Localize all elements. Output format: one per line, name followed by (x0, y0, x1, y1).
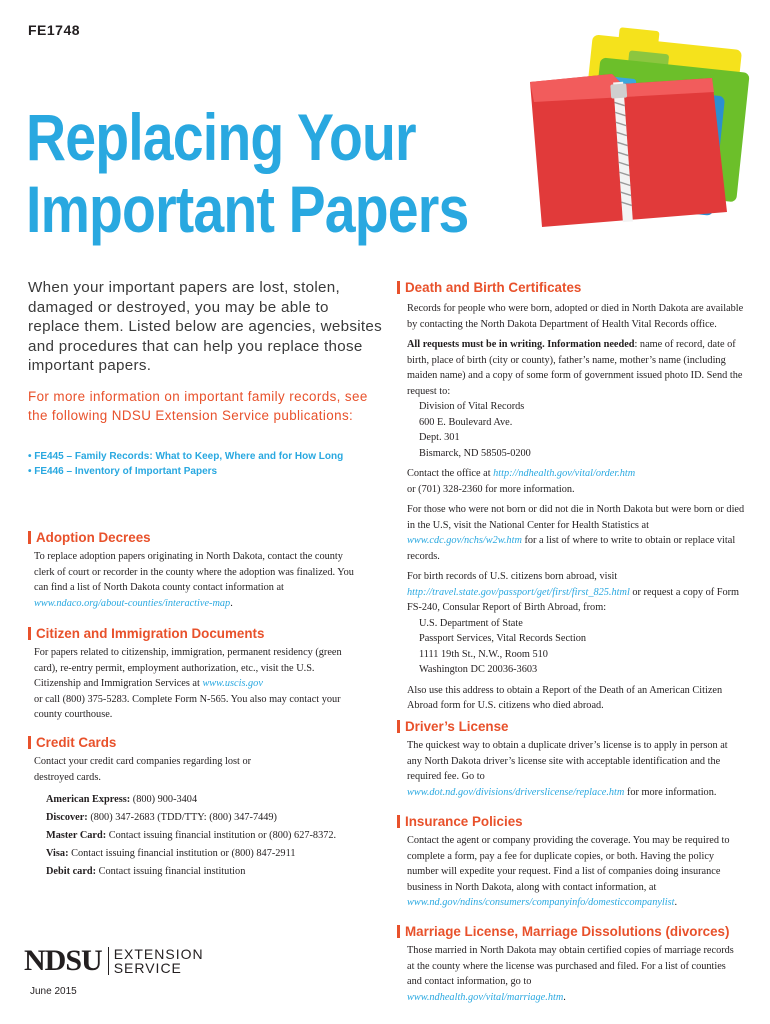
adoption-link[interactable]: www.ndaco.org/about-counties/interactive-map (34, 597, 231, 609)
section-heading: Credit Cards (28, 735, 368, 750)
section-heading: Citizen and Immigration Documents (28, 626, 358, 641)
section-body: Contact your credit card companies regarding lost or destroyed cards. (34, 756, 252, 783)
section-bar (28, 627, 31, 640)
section-bar (397, 720, 400, 733)
page-title-line1: Replacing Your (26, 100, 416, 174)
section-drivers-license (397, 719, 745, 800)
publication-item[interactable]: • FE445 – Family Records: What to Keep, Where and for How Long (28, 451, 344, 462)
logo-ndsu: NDSU (24, 944, 102, 977)
section-bar (28, 736, 31, 749)
list-item: Discover: (800) 347-2683 (TDD/TTY: (800) 347-7449) (46, 812, 277, 823)
document-code: FE1748 (28, 22, 81, 38)
vital-records-address: Division of Vital Records 600 E. Boulevard Ave. Dept. 301 Bismarck, ND 58505-0200 (419, 401, 531, 459)
section-heading: Adoption Decrees (28, 530, 358, 545)
section-bar (397, 815, 400, 828)
section-heading: Death and Birth Certificates (397, 280, 745, 295)
travel-state-link[interactable]: http://travel.state.gov/passport/get/first/first_825.html (407, 586, 630, 598)
section-bar (397, 925, 400, 938)
section-heading: Insurance Policies (397, 814, 747, 829)
uscis-link[interactable]: www.uscis.gov (202, 678, 263, 689)
section-body: The quickest way to obtain a duplicate driver’s license is to apply in person at any North Dakota driver’s license site with acceptable identification and the required fee. Go to www.dot.nd.gov/divisions/driverslicense/replace.htm for more information. (407, 740, 728, 798)
insurance-link[interactable]: www.nd.gov/ndins/consumers/companyinfo/domesticcompanylist (407, 897, 675, 908)
cdc-link[interactable]: www.cdc.gov/nchs/w2w.htm (407, 535, 522, 546)
section-heading: Driver’s License (397, 719, 745, 734)
section-death-birth (397, 280, 745, 714)
list-item: Debit card: Contact issuing financial institution (46, 866, 246, 877)
section-bar (28, 531, 31, 544)
section-marriage (397, 924, 757, 1005)
page-title-line2: Important Papers (26, 172, 469, 246)
publication-item[interactable]: • FE446 – Inventory of Important Papers (28, 465, 218, 477)
section-body: To replace adoption papers originating in North Dakota, contact the county clerk of court or recorder in the county where the adoption was finalized. You can find a list of North Dakota county contact information at www.ndaco.org/about-counties/interactive-map. (34, 551, 354, 609)
folders-illustration (522, 22, 762, 237)
publication-date: June 2015 (30, 986, 77, 997)
marriage-link[interactable]: www.ndhealth.gov/vital/marriage.htm (407, 991, 564, 1003)
section-body: Records for people who were born, adopted or died in North Dakota are available by contacting the North Dakota Department of Health Vital Records office. All requests must be in writing. Information needed: name of record, date of birth, place of birth (city or county), father’s name, mother’s name (including maiden name) and a copy of some form of government issued photo ID. Send the request to: Division of Vital Records 600 E. Boulevard Ave. Dept. 301 Bismarck, ND 58505-0200 Contact the office at http://ndhealth.gov/vital/order.htm or (701) 328-2360 for more information. For those who were not born or did not die in North Dakota but were born or died in the U.S, visit the National Center for Health Statistics at www.cdc.gov/nchs/w2w.htm for a list of where to write to obtain or replace vital records. For birth records of U.S. citizens born abroad, visit http://travel.state.gov/passport/get/first/first_825.html or request a copy of Form FS-240, Consular Report of Birth Abroad, from: U.S. Department of State Passport Services, Vital Records Section 1111 19th St., N.W., Room 510 Washington DC 20036-3603 Also use this address to obtain a Report of the Death of an American Citizen Abroad form for U.S. citizens who died abroad. (407, 303, 745, 711)
list-item: Master Card: Contact issuing financial institution or (800) 627-8372. (46, 830, 337, 841)
publication-list (28, 450, 343, 479)
vital-order-link[interactable]: http://ndhealth.gov/vital/order.htm (493, 468, 636, 479)
list-item: American Express: (800) 900-3404 (46, 794, 198, 805)
intro-text: When your important papers are lost, stolen, damaged or destroyed, you may be able to replace them. Listed below are agencies, websites and procedures that can help you replace those important papers. (28, 279, 383, 375)
section-body: For papers related to citizenship, immigration, permanent residency (green card), re-entry permit, employment authorization, etc., visit the U.S. Citizenship and Immigration Services at www.uscis.gov or call (800) 375-5283. Complete Form N-565. You also may contact your county courthouse. (34, 647, 342, 720)
logo-extension-service: EXTENSION SERVICE (108, 947, 204, 975)
credit-card-list (46, 791, 368, 881)
list-item: Visa: Contact issuing financial institution or (800) 847-2911 (46, 848, 296, 859)
section-body: Contact the agent or company providing the coverage. You may be required to complete a form, pay a fee for duplicate copies, or both. Having the policy number will expedite your request. Find a list of companies doing insurance business in North Dakota, along with contact information, at www.nd.gov/ndins/consumers/companyinfo/domesticcompanylist. (407, 835, 730, 908)
section-citizen (28, 626, 358, 723)
section-credit (28, 735, 368, 881)
section-insurance (397, 814, 747, 911)
ndsu-extension-logo (24, 944, 204, 978)
state-department-address: U.S. Department of State Passport Services, Vital Records Section 1111 19th St., N.W., Room 510 Washington DC 20036-3603 (419, 617, 587, 675)
more-info-text: For more information on important family records, see the following NDSU Extension Service publications: (28, 389, 368, 423)
section-body: Those married in North Dakota may obtain certified copies of marriage records at the county where the license was purchased and filed. For a list of counties and contact information, go to www.ndhealth.gov/vital/marriage.htm. (407, 945, 734, 1003)
section-bar (397, 281, 400, 294)
section-heading: Marriage License, Marriage Dissolutions (divorces) (397, 924, 757, 939)
section-adoption (28, 530, 358, 611)
dot-link[interactable]: www.dot.nd.gov/divisions/driverslicense/replace.htm (407, 786, 625, 798)
